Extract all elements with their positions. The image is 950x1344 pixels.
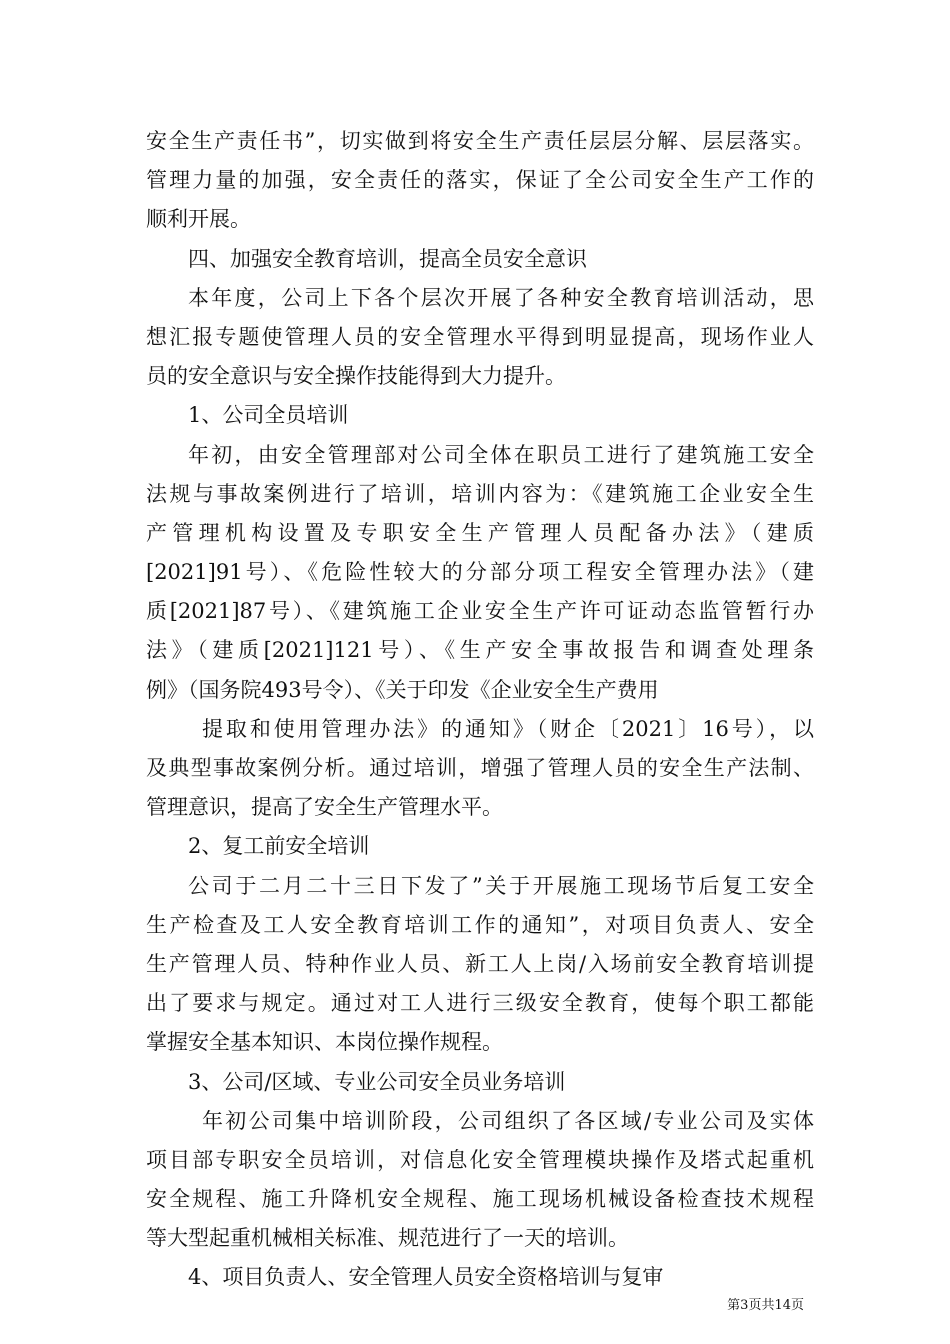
document-body [146,122,814,1298]
text-line: 项目部专职安全员培训，对信息化安全管理模块操作及塔式起重机 [146,1147,814,1172]
text-line: 掌握安全基本知识、本岗位操作规程。 [146,1030,503,1055]
text-line: 想汇报专题使管理人员的安全管理水平得到明显提高，现场作业人 [146,324,814,349]
page-number: 第3页共14页 [727,1298,804,1313]
text-line: [2021]91号）、《危险性较大的分部分项工程安全管理办法》（建 [146,560,814,585]
text-line: 管理意识，提高了安全生产管理水平。 [146,795,503,820]
text-line: 质[2021]87号）、《建筑施工企业安全生产许可证动态监管暂行办 [146,599,814,624]
text-line: 本年度，公司上下各个层次开展了各种安全教育培训活动，思 [188,285,814,310]
text-line: 生产检查及工人安全教育培训工作的通知”，对项目负责人、安全 [146,912,814,937]
text-line: 年初，由安全管理部对公司全体在职员工进行了建筑施工安全 [188,442,814,467]
text-line: 及典型事故案例分析。通过培训，增强了管理人员的安全生产法制、 [146,756,814,780]
subsection-heading: 1、公司全员培训 [188,403,349,428]
text-line: 提取和使用管理办法》的通知》（财企〔2021〕16号），以 [202,716,814,741]
text-line: 顺利开展。 [146,207,251,232]
subsection-heading: 4、项目负责人、安全管理人员安全资格培训与复审 [188,1265,664,1290]
text-line: 公司于二月二十三日下发了”关于开展施工现场节后复工安全 [188,873,814,898]
text-line: 管理力量的加强，安全责任的落实，保证了全公司安全生产工作的 [146,168,814,193]
text-line: 例》（国务院493号令）、《关于印发《企业安全生产费用 [146,677,659,702]
text-line: 年初公司集中培训阶段，公司组织了各区域/专业公司及实体 [202,1108,814,1133]
text-line: 员的安全意识与安全操作技能得到大力提升。 [146,364,566,389]
section-heading: 四、加强安全教育培训，提高全员安全意识 [188,246,587,271]
text-line: 法规与事故案例进行了培训，培训内容为：《建筑施工企业安全生 [146,481,814,506]
text-line: 安全生产责任书”，切实做到将安全生产责任层层分解、层层落实。 [146,129,814,153]
text-line: 安全规程、施工升降机安全规程、施工现场机械设备检查技术规程 [146,1187,814,1212]
text-line: 法》（建质[2021]121号）、《生产安全事故报告和调查处理条 [146,638,814,663]
subsection-heading: 3、公司/区域、专业公司安全员业务培训 [188,1069,566,1094]
subsection-heading: 2、复工前安全培训 [188,834,370,859]
text-line: 产管理机构设置及专职安全生产管理人员配备办法》（建质 [146,520,814,545]
text-line: 出了要求与规定。通过对工人进行三级安全教育，使每个职工都能 [146,991,814,1016]
text-line: 等大型起重机械相关标准、规范进行了一天的培训。 [146,1226,629,1251]
text-line: 生产管理人员、特种作业人员、新工人上岗/入场前安全教育培训提 [146,951,814,976]
